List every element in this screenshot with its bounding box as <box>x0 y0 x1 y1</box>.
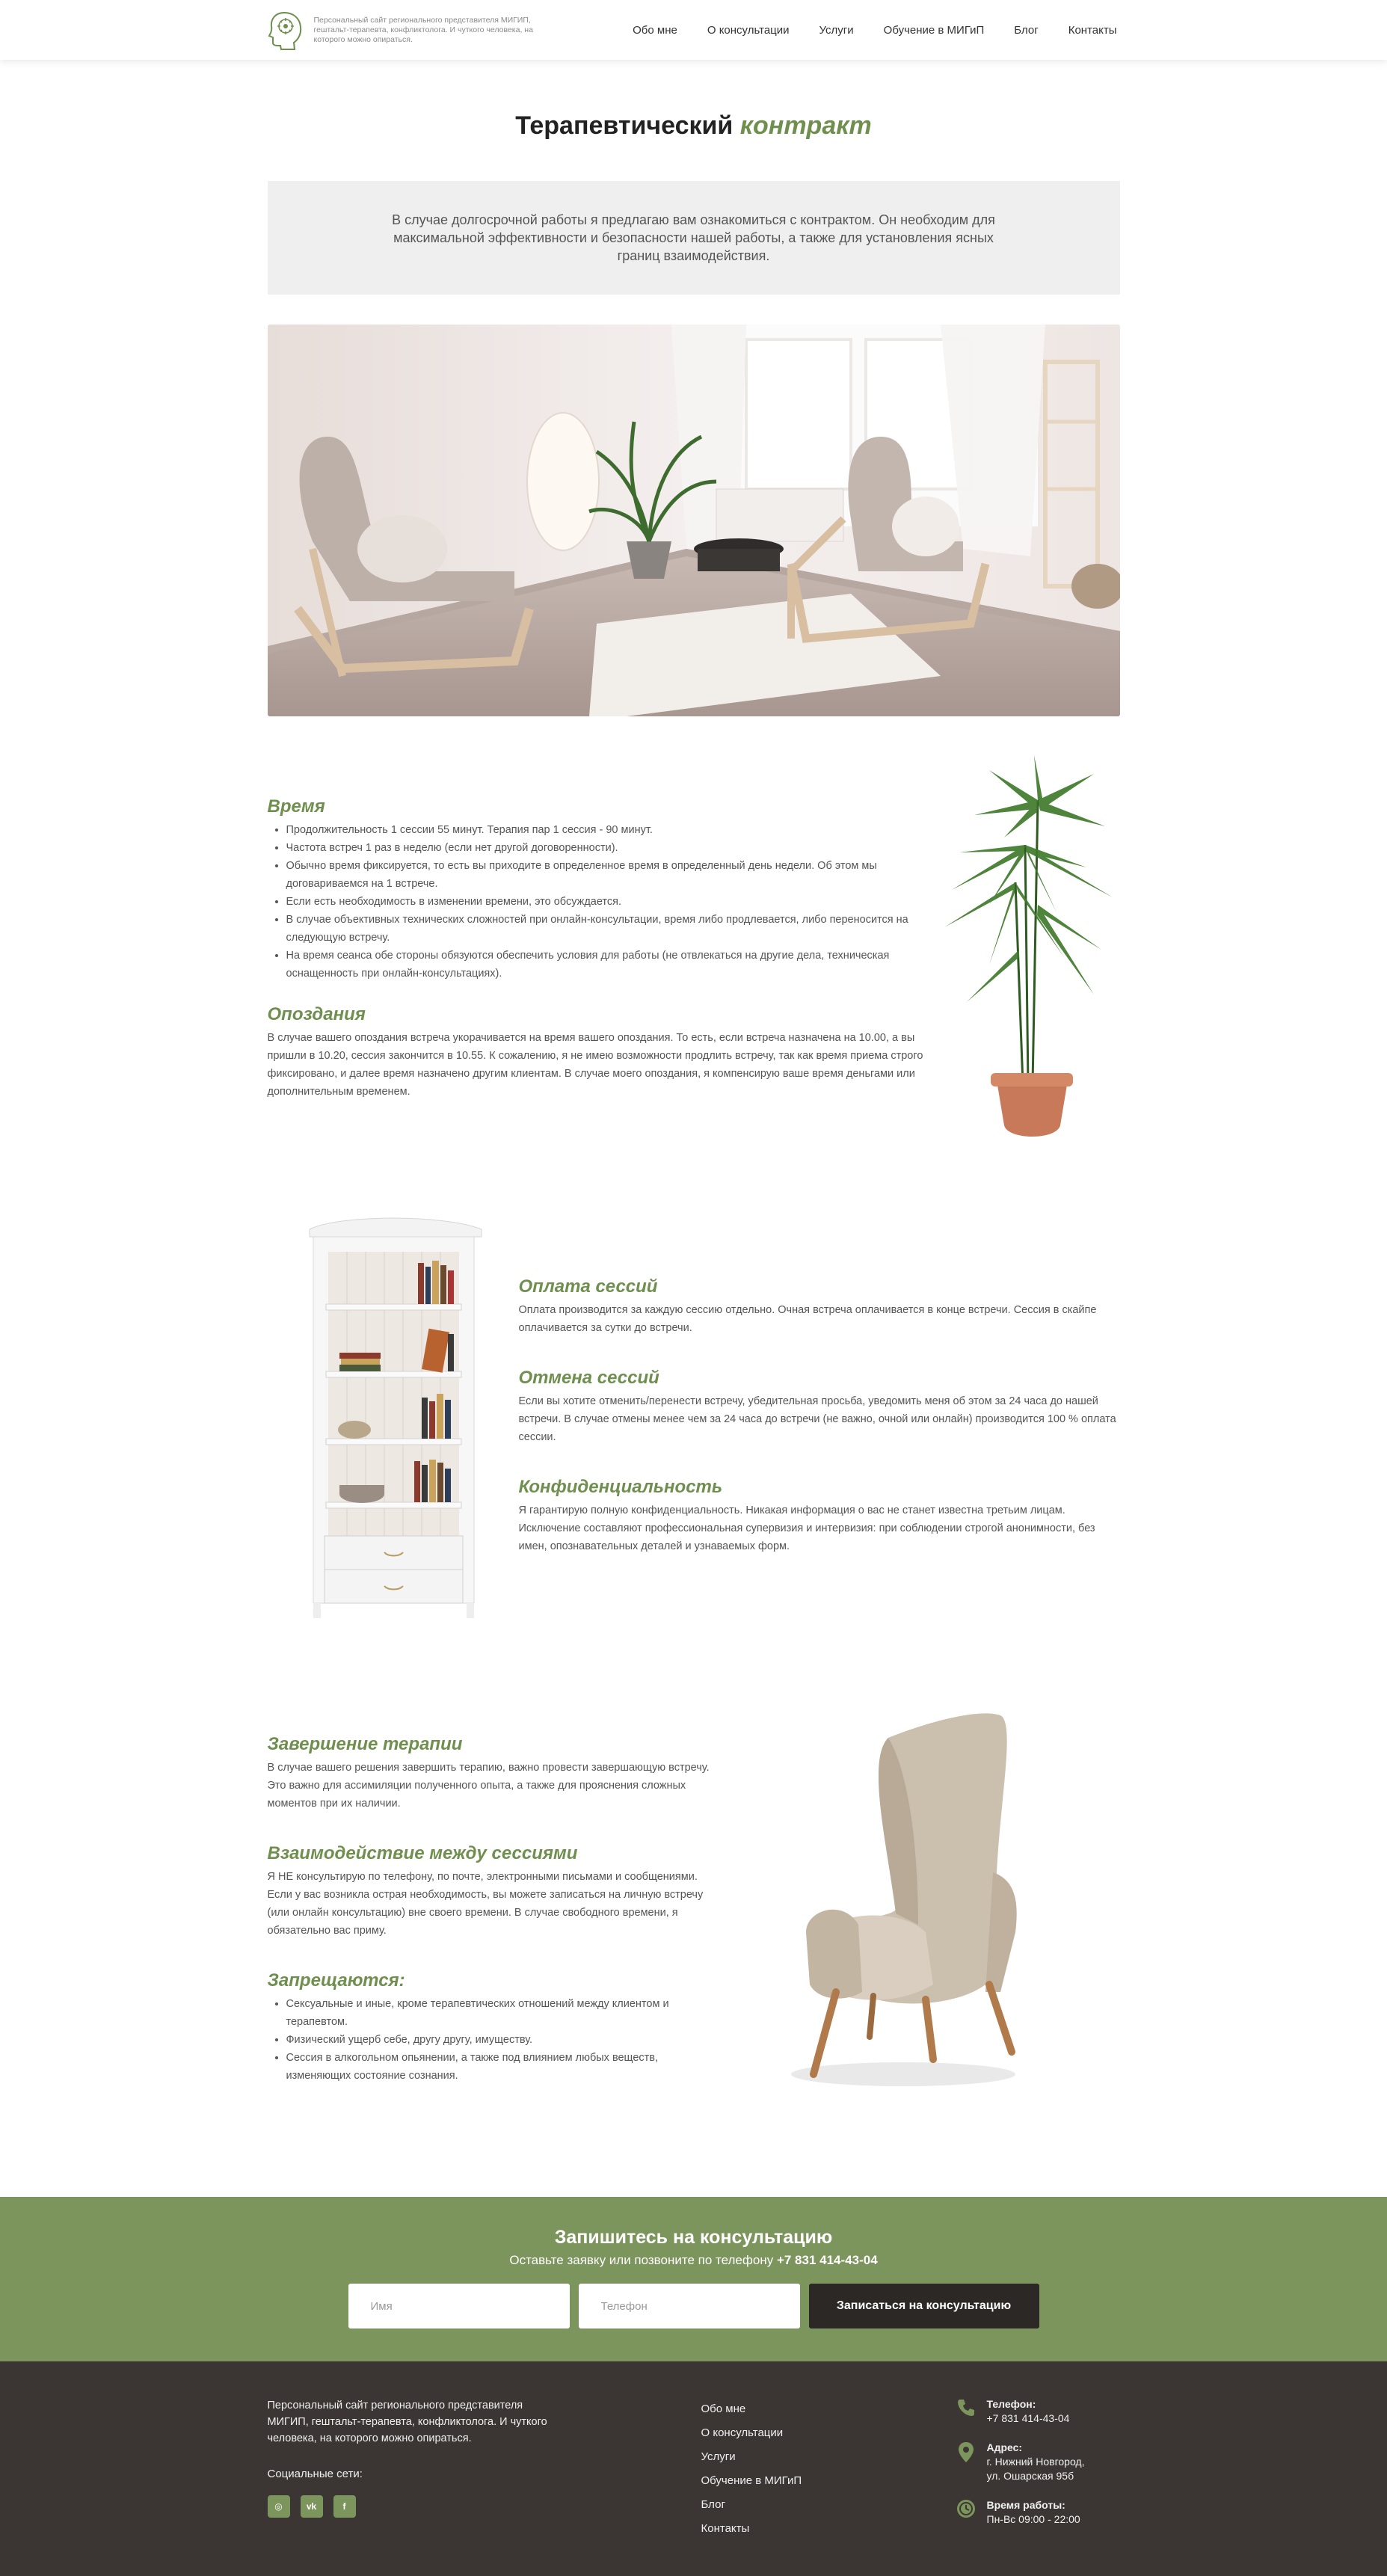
cta-phone[interactable]: +7 831 414-43-04 <box>776 2253 878 2267</box>
heading-between: Взаимодействие между сессиями <box>267 1843 578 1863</box>
list-item: • Обычно время фиксируется, то есть вы приходите в определенное время в определенный день недели. Об этом мы договариваемся на 1 встрече. <box>286 857 941 893</box>
heading-privacy: Конфиденциальность <box>518 1477 723 1497</box>
finish-text: В случае вашего решения завершить терапию, важно провести завершающую встречу. Это важно для ассимиляции полученного опыта, а также для прояснения сложных моментов при их наличии. <box>267 1762 710 1810</box>
hours-value: Пн-Вс 09:00 - 22:00 <box>986 2513 1080 2525</box>
address-label: Адрес: <box>986 2441 1023 2453</box>
payment-text: Оплата производится за каждую сессию отдельно. Очная встреча оплачивается в конце встречи. Сессия в скайпе оплачивается за сутки до встречи. <box>518 1304 1097 1334</box>
nav-blog[interactable]: Блог <box>1014 23 1039 37</box>
footer-nav-services[interactable]: Услуги <box>701 2450 736 2463</box>
palm-plant-picture <box>944 755 1116 1152</box>
footer-about: Персональный сайт регионального представителя МИГИП, гештальт-терапевта, конфликтолога. И чуткого человека, на которого можно опираться. <box>267 2400 547 2444</box>
list-item: • Физический ущерб себе, другу другу, имуществу. <box>286 2031 716 2049</box>
forbidden-list <box>268 1995 716 2085</box>
footer-nav-education[interactable]: Обучение в МИГиП <box>701 2474 802 2487</box>
phone-input[interactable] <box>579 2284 800 2328</box>
heading-time: Время <box>267 796 325 817</box>
section-payment <box>268 1207 1120 1626</box>
nav-services[interactable]: Услуги <box>819 23 854 37</box>
cta-subtitle <box>0 2252 1387 2269</box>
nav-consultation[interactable]: О консультации <box>707 23 790 37</box>
time-list <box>268 821 941 983</box>
armchair-picture <box>776 1708 1030 2097</box>
list-item: • На время сеанса обе стороны обязуются обеспечить условия для работы (не отвлекаться на другие дела, техническая оснащенность при онлайн-консультациях). <box>286 947 941 983</box>
section-finish <box>268 1708 1120 2097</box>
footer-nav <box>701 2397 802 2541</box>
bookcase-picture <box>295 1207 489 1626</box>
heading-finish: Завершение терапии <box>267 1734 463 1754</box>
heading-cancel: Отмена сессий <box>518 1368 659 1388</box>
footer-nav-consultation[interactable]: О консультации <box>701 2426 784 2439</box>
brand[interactable] <box>268 10 559 50</box>
location-pin-icon <box>956 2441 977 2463</box>
cta-title: Запишитесь на консультацию <box>554 2227 833 2248</box>
cancel-text: Если вы хотите отменить/перенести встречу, убедительная просьба, уведомить меня об этом за 24 часа до нашей встречи. В случае отмены менее чем за 24 часа до встречи (не важно, очной или онлайн) производится 100 % оплата сессии. <box>518 1395 1116 1443</box>
phone-icon <box>956 2397 977 2418</box>
address-street: ул. Ошарская 95б <box>986 2470 1074 2482</box>
between-text: Я НЕ консультирую по телефону, по почте, электронными письмами и сообщениями. Если у вас возникла острая необходимость, вы можете записаться на личную встречу (или онлайн консультацию) вне своего времени. В случае свободного времени, я обязательно вас приму. <box>267 1871 704 1937</box>
contact-hours <box>956 2498 1120 2527</box>
instagram-icon[interactable]: ◎ <box>268 2495 290 2518</box>
address-city: г. Нижний Новгород, <box>986 2456 1085 2468</box>
cta-form <box>0 2284 1387 2328</box>
clock-icon <box>956 2498 977 2519</box>
site-footer <box>0 2361 1387 2576</box>
list-item: • Продолжительность 1 сессии 55 минут. Терапия пар 1 сессия - 90 минут. <box>286 821 941 839</box>
list-item: • В случае объективных технических сложностей при онлайн-консультации, время либо продлевается, либо переносится на следующую встречу. <box>286 911 941 947</box>
cta-subtitle-text: Оставьте заявку или позвоните по телефону <box>509 2253 774 2267</box>
brand-tagline: Персональный сайт регионального представителя МИГИП, гештальт-терапевта, конфликтолога. И чуткого человека, на которого можно опираться. <box>313 15 533 44</box>
nav-contacts[interactable]: Контакты <box>1068 23 1117 37</box>
footer-nav-blog[interactable]: Блог <box>701 2498 725 2511</box>
phone-label: Телефон: <box>986 2398 1036 2410</box>
site-header <box>0 0 1387 60</box>
facebook-icon[interactable]: f <box>333 2495 356 2518</box>
book-consultation-button[interactable]: Записаться на консультацию <box>809 2284 1039 2328</box>
heading-late: Опоздания <box>267 1004 366 1024</box>
consultation-cta <box>0 2197 1387 2361</box>
nav-education[interactable]: Обучение в МИГиП <box>883 23 985 37</box>
page-title-accent: контракт <box>739 111 872 140</box>
name-input[interactable] <box>348 2284 570 2328</box>
main-nav <box>633 24 1116 37</box>
heading-forbidden: Запрещаются: <box>267 1970 405 1991</box>
social-links <box>268 2495 356 2518</box>
contact-address <box>956 2441 1120 2483</box>
page-title-main: Терапевтический <box>515 111 734 140</box>
contact-phone <box>956 2397 1120 2426</box>
vk-icon[interactable]: vk <box>301 2495 323 2518</box>
intro-box <box>268 181 1120 295</box>
late-text: В случае вашего опоздания встреча укорачивается на время вашего опоздания. То есть, если встреча назначена на 10.00, а вы пришли в 10.20, сессия закончится в 10.55. К сожалению, я не имею возможности продлить встречу, так как время приема строго фиксировано, и далее время назначено другим клиентам. В случае моего опоздания, я компенсирую ваше время деньгами или дополнительным временем. <box>267 1032 923 1098</box>
privacy-text: Я гарантирую полную конфиденциальность. Никакая информация о вас не станет известна третьим лицам. Исключение составляют профессиональная супервизия и интервизия: при соблюдении строгой анонимности, без имен, опознавательных деталей и узнаваемых форм. <box>518 1504 1095 1552</box>
list-item: • Сексуальные и иные, кроме терапевтических отношений между клиентом и терапевтом. <box>286 1995 716 2031</box>
section-time-late <box>268 755 1120 1165</box>
list-item: • Если есть необходимость в изменении времени, это обсуждается. <box>286 893 941 911</box>
footer-nav-contacts[interactable]: Контакты <box>701 2522 750 2535</box>
phone-value[interactable]: +7 831 414-43-04 <box>986 2412 1070 2424</box>
heading-payment: Оплата сессий <box>518 1276 658 1297</box>
nav-about[interactable]: Обо мне <box>633 23 677 37</box>
list-item: • Частота встреч 1 раз в неделю (если нет другой договоренности). <box>286 839 941 857</box>
page-title <box>268 109 1120 142</box>
list-item: • Сессия в алкогольном опьянении, а также под влиянием любых веществ, изменяющих состояние сознания. <box>286 2049 716 2085</box>
therapy-room-photo <box>268 325 1120 716</box>
footer-contacts <box>956 2397 1120 2542</box>
head-logo-icon <box>268 10 304 50</box>
social-label: Социальные сети: <box>267 2468 363 2480</box>
therapy-room-illustration <box>268 325 1120 716</box>
intro-text: В случае долгосрочной работы я предлагаю вам ознакомиться с контрактом. Он необходим для максимальной эффективности и безопасности нашей работы, а также для установления ясных границ взаимодействия. <box>392 212 995 263</box>
hours-label: Время работы: <box>986 2499 1065 2511</box>
footer-nav-about[interactable]: Обо мне <box>701 2403 746 2415</box>
